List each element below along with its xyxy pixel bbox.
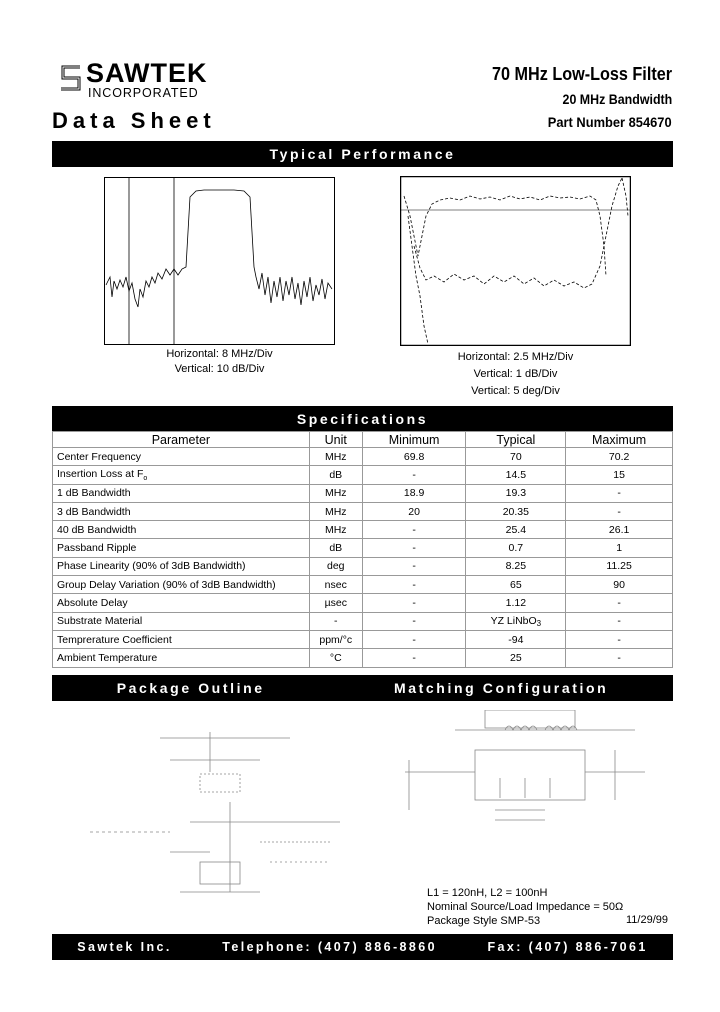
table-row bbox=[53, 630, 673, 648]
revision-date: 11/29/99 bbox=[626, 914, 669, 926]
table-row bbox=[53, 502, 673, 520]
cell-param: Ambient Temperature bbox=[53, 649, 310, 667]
right-plot-caption bbox=[400, 349, 631, 400]
cell-param: Passband Ripple bbox=[53, 539, 310, 557]
logo-mark-icon bbox=[58, 64, 84, 92]
section-bar-package-matching bbox=[52, 675, 673, 701]
cell-typ: -94 bbox=[466, 630, 566, 648]
table-row bbox=[53, 649, 673, 667]
cell-unit: dB bbox=[309, 466, 362, 484]
table-row bbox=[53, 576, 673, 594]
table-row bbox=[53, 557, 673, 575]
table-row bbox=[53, 539, 673, 557]
cell-max: - bbox=[566, 502, 673, 520]
param-subscript: o bbox=[143, 474, 148, 482]
inductor-values: L1 = 120nH, L2 = 100nH bbox=[427, 887, 548, 899]
cell-max: - bbox=[566, 649, 673, 667]
cell-typ: 70 bbox=[466, 448, 566, 466]
table-header-row bbox=[53, 432, 673, 448]
cell-max: 11.25 bbox=[566, 557, 673, 575]
cell-typ: 0.7 bbox=[466, 539, 566, 557]
cell-unit: MHz bbox=[309, 484, 362, 502]
cell-param: 1 dB Bandwidth bbox=[53, 484, 310, 502]
logo-sub-text: INCORPORATED bbox=[88, 86, 199, 100]
cell-min: - bbox=[362, 630, 466, 648]
cell-typ: 65 bbox=[466, 576, 566, 594]
cell-unit: °C bbox=[309, 649, 362, 667]
cell-unit: MHz bbox=[309, 448, 362, 466]
cell-min: - bbox=[362, 557, 466, 575]
cell-min: 18.9 bbox=[362, 484, 466, 502]
cell-max: - bbox=[566, 612, 673, 630]
right-plot-vertical-scale-deg: Vertical: 5 deg/Div bbox=[471, 385, 560, 397]
cell-min: - bbox=[362, 539, 466, 557]
cell-typ: 20.35 bbox=[466, 502, 566, 520]
cell-typ: 14.5 bbox=[466, 466, 566, 484]
header-typical: Typical bbox=[466, 432, 566, 448]
table-row bbox=[53, 484, 673, 502]
cell-max: 26.1 bbox=[566, 521, 673, 539]
cell-max: 90 bbox=[566, 576, 673, 594]
section-bar-typical-performance bbox=[52, 141, 673, 167]
param-text: Insertion Loss at F bbox=[57, 467, 144, 480]
cell-typ: 8.25 bbox=[466, 557, 566, 575]
cell-min: 69.8 bbox=[362, 448, 466, 466]
specifications-table bbox=[52, 431, 673, 668]
header-unit: Unit bbox=[309, 432, 362, 448]
cell-param: 3 dB Bandwidth bbox=[53, 502, 310, 520]
cell-min: - bbox=[362, 576, 466, 594]
table-row bbox=[53, 448, 673, 466]
left-plot-horizontal-scale: Horizontal: 8 MHz/Div bbox=[166, 348, 273, 360]
cell-unit: deg bbox=[309, 557, 362, 575]
right-plot-vertical-scale-db: Vertical: 1 dB/Div bbox=[473, 368, 558, 380]
cell-typ: 19.3 bbox=[466, 484, 566, 502]
cell-param bbox=[53, 466, 310, 484]
cell-max: - bbox=[566, 630, 673, 648]
footer-bar bbox=[52, 934, 673, 960]
cell-min: - bbox=[362, 521, 466, 539]
cell-param: Temprerature Coefficient bbox=[53, 630, 310, 648]
header-minimum: Minimum bbox=[362, 432, 466, 448]
section-title: Typical Performance bbox=[269, 146, 456, 162]
cell-min: - bbox=[362, 466, 466, 484]
cell-typ: 1.12 bbox=[466, 594, 566, 612]
impedance-note: Nominal Source/Load Impedance = 50Ω bbox=[427, 901, 624, 913]
cell-unit: nsec bbox=[309, 576, 362, 594]
right-plot-horizontal-scale: Horizontal: 2.5 MHz/Div bbox=[457, 351, 574, 363]
header-parameter: Parameter bbox=[53, 432, 310, 448]
cell-param: 40 dB Bandwidth bbox=[53, 521, 310, 539]
cell-unit: MHz bbox=[309, 502, 362, 520]
cell-min: - bbox=[362, 649, 466, 667]
cell-max: - bbox=[566, 594, 673, 612]
typ-text: YZ LiNbO bbox=[490, 614, 537, 627]
table-row bbox=[53, 466, 673, 484]
table-row bbox=[53, 594, 673, 612]
cell-unit: dB bbox=[309, 539, 362, 557]
doc-type-title: Data Sheet bbox=[52, 108, 216, 133]
cell-min: - bbox=[362, 594, 466, 612]
section-title-matching-configuration: Matching Configuration bbox=[394, 680, 609, 696]
part-number: Part Number 854670 bbox=[548, 114, 672, 130]
left-plot-caption bbox=[104, 347, 335, 377]
cell-param: Substrate Material bbox=[53, 612, 310, 630]
package-outline-drawing bbox=[60, 712, 360, 902]
cell-param: Phase Linearity (90% of 3dB Bandwidth) bbox=[53, 557, 310, 575]
package-style: Package Style SMP-53 bbox=[427, 915, 541, 927]
footer-fax: Fax: (407) 886-7061 bbox=[487, 940, 648, 954]
bandwidth-subtitle: 20 MHz Bandwidth bbox=[562, 92, 672, 107]
frequency-response-plot bbox=[104, 177, 335, 345]
footer-company: Sawtek Inc. bbox=[77, 940, 172, 954]
header-maximum: Maximum bbox=[566, 432, 673, 448]
matching-circuit-drawing bbox=[395, 710, 665, 835]
cell-min: 20 bbox=[362, 502, 466, 520]
table-row bbox=[53, 521, 673, 539]
section-title-package-outline: Package Outline bbox=[116, 680, 265, 696]
cell-max: 70.2 bbox=[566, 448, 673, 466]
cell-typ: 25 bbox=[466, 649, 566, 667]
cell-max: 15 bbox=[566, 466, 673, 484]
cell-min: - bbox=[362, 612, 466, 630]
cell-param: Center Frequency bbox=[53, 448, 310, 466]
logo-main-text: SAWTEK bbox=[86, 58, 208, 88]
cell-param: Absolute Delay bbox=[53, 594, 310, 612]
cell-unit: - bbox=[309, 612, 362, 630]
footer-telephone: Telephone: (407) 886-8860 bbox=[222, 940, 437, 954]
cell-unit: MHz bbox=[309, 521, 362, 539]
cell-typ bbox=[466, 612, 566, 630]
cell-typ: 25.4 bbox=[466, 521, 566, 539]
cell-max: - bbox=[566, 484, 673, 502]
cell-max: 1 bbox=[566, 539, 673, 557]
section-bar-specifications bbox=[52, 406, 673, 431]
typ-subscript: 3 bbox=[536, 618, 542, 628]
passband-group-delay-plot bbox=[400, 176, 631, 346]
section-title: Specifications bbox=[296, 410, 429, 427]
left-plot-vertical-scale: Vertical: 10 dB/Div bbox=[174, 363, 265, 375]
table-row bbox=[53, 612, 673, 630]
cell-unit: ppm/°c bbox=[309, 630, 362, 648]
cell-unit: µsec bbox=[309, 594, 362, 612]
matching-notes bbox=[427, 886, 623, 928]
product-title: 70 MHz Low-Loss Filter bbox=[491, 64, 672, 84]
cell-param: Group Delay Variation (90% of 3dB Bandwidth) bbox=[53, 576, 310, 594]
sawtek-logo bbox=[58, 60, 248, 102]
